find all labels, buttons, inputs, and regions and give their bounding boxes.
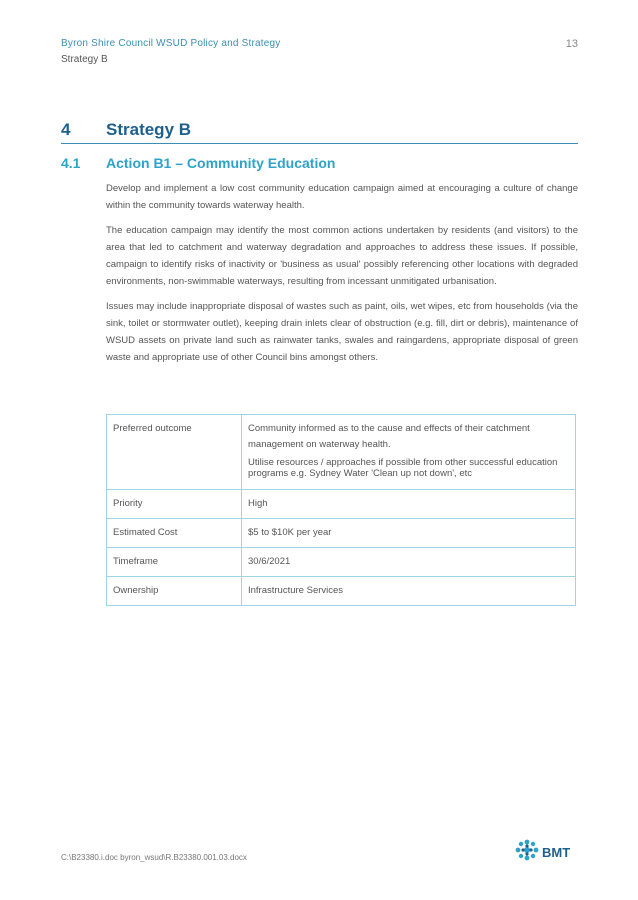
table-row xyxy=(107,519,576,548)
paragraph: The education campaign may identify the most common actions undertaken by residents (and visitors) to the area that led to catchment and waterway degradation and approaches to address these issues. If possible, campaign to identify risks of inactivity or 'business as usual' possibly referencing other locations with degraded environments, non-swimmable waterways, resulting from incessant unmitigated urbanisation. xyxy=(106,225,578,287)
running-header-section: Strategy B xyxy=(61,54,108,65)
table-row xyxy=(107,577,576,606)
paragraph: Develop and implement a low cost community education campaign aimed at encouraging a culture of change within the community towards waterway health. xyxy=(106,183,578,211)
table-row xyxy=(107,548,576,577)
table-label: Priority xyxy=(107,490,242,519)
subsection-number: 4.1 xyxy=(61,155,81,171)
body-text xyxy=(106,180,578,374)
bmt-logo-text: BMT xyxy=(542,845,571,860)
table-label: Estimated Cost xyxy=(107,519,242,548)
section-title: Strategy B xyxy=(106,120,192,139)
subsection-heading xyxy=(61,155,335,171)
section-number: 4 xyxy=(61,120,71,139)
table-value: Infrastructure Services xyxy=(242,577,576,606)
table-value: $5 to $10K per year xyxy=(242,519,576,548)
subsection-title: Action B1 – Community Education xyxy=(106,155,336,171)
table-label: Timeframe xyxy=(107,548,242,577)
table-label: Ownership xyxy=(107,577,242,606)
action-summary-table xyxy=(106,414,576,606)
table-value: 30/6/2021 xyxy=(242,548,576,577)
page-number: 13 xyxy=(565,38,578,50)
document-path: C:\B23380.i.doc byron_wsud\R.B23380.001.03.docx xyxy=(61,853,247,862)
table-value: High xyxy=(242,490,576,519)
running-header-title: Byron Shire Council WSUD Policy and Strategy xyxy=(61,38,281,49)
section-heading xyxy=(61,120,578,144)
paragraph: Issues may include inappropriate disposal of wastes such as paint, oils, wet wipes, etc from households (via the sink, toilet or stormwater outlet), keeping drain inlets clear of obstruction (e.g. fill, dirt or debris), maintenance of WSUD assets on private land such as rainwater tanks, swales and raingardens, appropriate disposal of green waste and appropriate use of other Council bins amongst others. xyxy=(106,301,578,363)
table-value-text: Utilise resources / approaches if possible from other successful education programs e.g. Sydney Water 'Clean up not down', etc xyxy=(248,457,558,479)
table-row xyxy=(107,415,576,490)
table-label: Preferred outcome xyxy=(107,415,242,490)
table-row xyxy=(107,490,576,519)
table-value-text: Community informed as to the cause and effects of their catchment management on waterway health. xyxy=(248,423,530,450)
table-value xyxy=(242,415,576,490)
